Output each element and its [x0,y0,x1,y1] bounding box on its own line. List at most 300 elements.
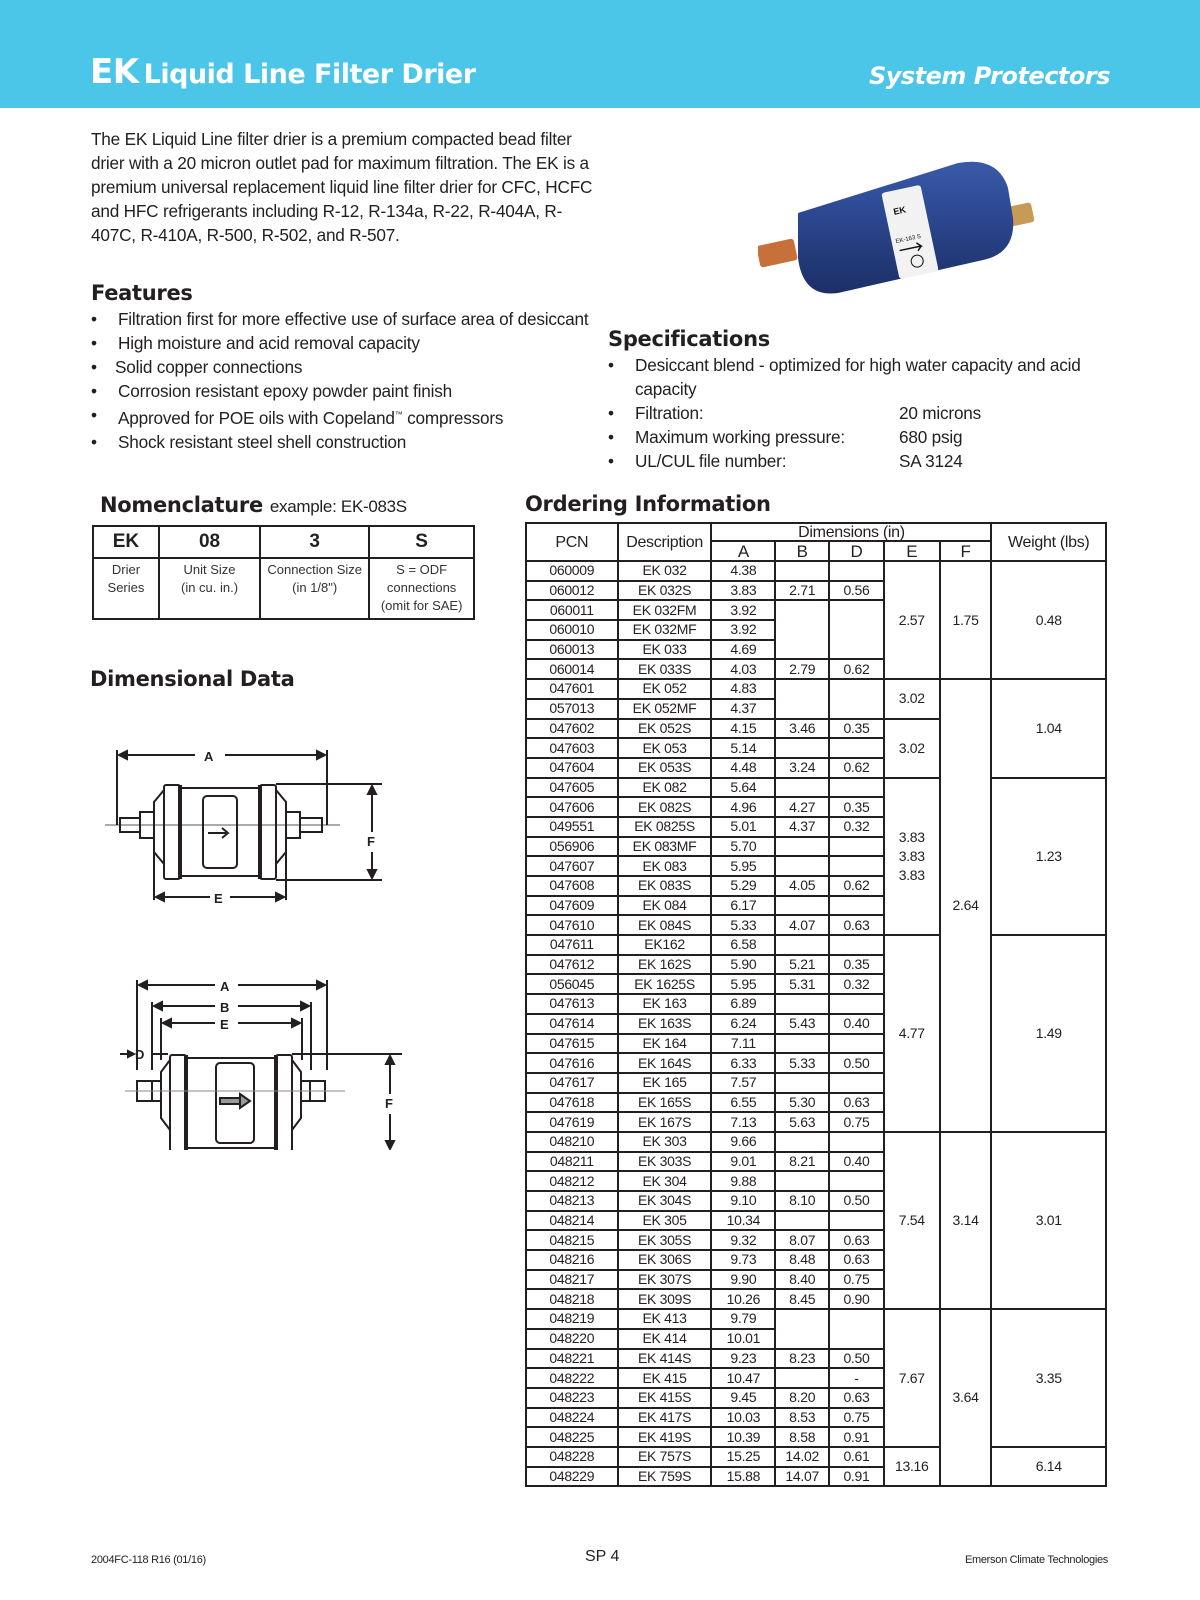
weight-cell: 1.49 [991,935,1106,1132]
description-cell: EK 033 [618,640,712,660]
description-cell: EK 307S [618,1270,712,1290]
product-photo [758,140,1048,300]
pcn-cell: 048217 [526,1270,618,1290]
description-cell: EK 413 [618,1309,712,1329]
dim-d-cell [829,1171,884,1191]
dim-e-value: 3.83 [898,828,925,845]
description-cell: EK 082S [618,797,712,817]
col-header-e: E [884,541,940,561]
dim-b-cell: 8.07 [775,1230,829,1250]
dim-a-cell: 5.01 [711,817,775,837]
dim-b-cell: 8.20 [775,1388,829,1408]
specifications-heading: Specifications [608,327,770,351]
dim-b-cell: 2.71 [775,581,829,601]
title-rest: Liquid Line Filter Drier [143,59,476,90]
dim-b-cell [775,856,829,876]
description-cell: EK 032 [618,561,712,581]
description-cell: EK 309S [618,1289,712,1309]
description-cell: EK 032MF [618,620,712,640]
nomenclature-desc-row [93,558,474,619]
pcn-cell: 048211 [526,1152,618,1172]
description-cell: EK 305S [618,1230,712,1250]
dim-e-cell: 4.77 [884,935,940,1132]
spec-label: • Filtration: [635,403,704,423]
dim-d-cell [829,896,884,916]
feature-item: • Shock resistant steel shell construction [91,430,591,454]
nomenclature-example: example: EK-083S [269,497,407,516]
pcn-cell: 047607 [526,856,618,876]
dim-d-cell [829,600,884,659]
spec-item [608,425,1088,449]
dim-d-cell [829,935,884,955]
dim-a-cell: 3.83 [711,581,775,601]
intro-paragraph: The EK Liquid Line filter drier is a premium compacted bead filter drier with a 20 micron outlet pad for maximum filtration. The EK is a premium universal replacement liquid line filter drier for CFC, HCFC and HFC refrigerants including R-12, R-134a, R-22, R-404A, R-407C, R-410A, R-500, R-502, and R-507. [91,129,593,245]
dim-a-cell: 6.58 [711,935,775,955]
nomenclature-codes-row [93,526,474,558]
pcn-cell: 047602 [526,719,618,739]
dim-b-cell [775,837,829,857]
description-cell: EK 164S [618,1053,712,1073]
pcn-cell: 048225 [526,1427,618,1447]
dim-a-cell: 3.92 [711,620,775,640]
pcn-cell: 047615 [526,1034,618,1054]
dim-b-cell: 5.43 [775,1014,829,1034]
table-row [526,1447,1106,1467]
dim-b-cell [775,1073,829,1093]
dim-a-cell: 9.73 [711,1250,775,1270]
document-code: 2004FC-118 R16 (01/16) [91,1554,206,1566]
dim-d-cell [829,856,884,876]
description-cell: EK 163 [618,994,712,1014]
dim-b-cell: 8.58 [775,1427,829,1447]
description-cell: EK 415 [618,1368,712,1388]
dim-b-cell: 4.37 [775,817,829,837]
dim-a-cell: 6.33 [711,1053,775,1073]
pcn-cell: 060011 [526,600,618,620]
pcn-cell: 060009 [526,561,618,581]
dim-e-cell: 3.02 [884,719,940,778]
dim-b-cell: 5.63 [775,1112,829,1132]
dim-e-cell: 3.02 [884,679,940,718]
description-cell: EK 083S [618,876,712,896]
dim-b-cell: 8.21 [775,1152,829,1172]
feature-item: • Corrosion resistant epoxy powder paint finish [91,379,591,403]
dim-a-cell: 5.29 [711,876,775,896]
dim-b-cell: 3.46 [775,719,829,739]
dim-d-cell: 0.35 [829,719,884,739]
dim-b-cell [775,1309,829,1348]
description-cell: EK 084S [618,915,712,935]
description-cell: EK 053S [618,758,712,778]
pcn-cell: 056906 [526,837,618,857]
page-title [90,52,476,92]
dim-a-cell: 10.34 [711,1211,775,1231]
description-cell: EK 0825S [618,817,712,837]
svg-text:A: A [220,979,230,994]
dim-a-cell: 10.26 [711,1289,775,1309]
description-cell: EK 033S [618,659,712,679]
filter-drier-body-icon [758,162,1035,294]
dim-a-cell: 4.38 [711,561,775,581]
dim-a-cell: 9.79 [711,1309,775,1329]
col-header-f: F [940,541,992,561]
dim-e-cell: 7.54 [884,1132,940,1309]
dim-b-cell: 8.53 [775,1408,829,1428]
dim-a-cell: 10.03 [711,1408,775,1428]
description-cell: EK 419S [618,1427,712,1447]
description-cell: EK 052S [618,719,712,739]
desc-cell: Unit Size (in cu. in.) [159,558,260,619]
description-cell: EK 052 [618,679,712,699]
pcn-cell: 048221 [526,1349,618,1369]
dim-d-cell: 0.63 [829,1388,884,1408]
dim-d-cell: 0.62 [829,758,884,778]
pcn-cell: 060013 [526,640,618,660]
dim-b-cell [775,1034,829,1054]
svg-text:A: A [204,749,214,764]
svg-text:EK-163 S: EK-163 S [895,233,922,246]
dim-a-cell: 5.95 [711,974,775,994]
svg-text:B: B [220,1000,230,1015]
pcn-cell: 048228 [526,1447,618,1467]
dim-a-cell: 4.48 [711,758,775,778]
description-cell: EK 305 [618,1211,712,1231]
dim-a-cell: 9.10 [711,1191,775,1211]
dim-f-cell: 3.64 [940,1309,992,1486]
description-cell: EK 304 [618,1171,712,1191]
dim-a-cell: 4.69 [711,640,775,660]
col-header-a: A [711,541,775,561]
company-name: Emerson Climate Technologies [964,1554,1108,1566]
dim-b-cell [775,994,829,1014]
feature-item: • Solid copper connections [91,355,591,379]
feature-item: • Filtration first for more effective use of surface area of desiccant [91,307,591,331]
description-cell: EK 415S [618,1388,712,1408]
dim-a-cell: 5.90 [711,955,775,975]
dim-e-cell: 2.57 [884,561,940,679]
dim-a-cell: 5.33 [711,915,775,935]
dim-d-cell: 0.63 [829,1093,884,1113]
table-row [526,1132,1106,1152]
dim-a-cell: 4.96 [711,797,775,817]
dim-d-cell: 0.50 [829,1191,884,1211]
dim-b-cell: 14.02 [775,1447,829,1467]
dim-a-cell: 5.14 [711,738,775,758]
pcn-cell: 060010 [526,620,618,640]
dim-d-cell: 0.50 [829,1349,884,1369]
flare-drier-diagram [100,740,400,915]
code-cell: 3 [260,526,369,558]
pcn-cell: 048212 [526,1171,618,1191]
svg-text:EK: EK [892,204,907,217]
dim-b-cell [775,600,829,659]
dim-a-cell: 4.83 [711,679,775,699]
dim-d-cell [829,1073,884,1093]
dim-a-cell: 3.92 [711,600,775,620]
dim-b-cell: 4.07 [775,915,829,935]
trademark-mark: ™ [394,410,403,419]
dim-e-value: 3.83 [898,866,925,883]
dim-b-cell: 5.31 [775,974,829,994]
dim-a-cell: 9.32 [711,1230,775,1250]
nomenclature-table [92,525,475,620]
dim-d-cell: 0.32 [829,974,884,994]
dim-b-cell: 2.79 [775,659,829,679]
svg-text:F: F [385,1096,393,1111]
dim-a-cell: 9.88 [711,1171,775,1191]
pcn-cell: 048210 [526,1132,618,1152]
dim-d-cell [829,561,884,581]
pcn-cell: 048223 [526,1388,618,1408]
description-cell: EK 304S [618,1191,712,1211]
dim-f-cell: 3.14 [940,1132,992,1309]
description-cell: EK162 [618,935,712,955]
dim-a-cell: 4.03 [711,659,775,679]
table-row [526,935,1106,955]
dim-a-cell: 5.70 [711,837,775,857]
dim-d-cell: 0.56 [829,581,884,601]
pcn-cell: 047603 [526,738,618,758]
description-cell: EK 165S [618,1093,712,1113]
description-cell: EK 414S [618,1349,712,1369]
svg-text:E: E [214,891,223,906]
pcn-cell: 047613 [526,994,618,1014]
feature-text: Approved for POE oils with Copeland [118,408,395,428]
dim-d-cell: 0.62 [829,876,884,896]
dim-d-cell: 0.35 [829,797,884,817]
pcn-cell: 056045 [526,974,618,994]
specifications-section [608,327,1088,473]
weight-cell: 3.01 [991,1132,1106,1309]
dim-b-cell [775,778,829,798]
spec-value: 680 psig [899,427,963,447]
dim-b-cell [775,679,829,718]
description-cell: EK 167S [618,1112,712,1132]
pcn-cell: 047614 [526,1014,618,1034]
dim-d-cell: 0.91 [829,1427,884,1447]
description-cell: EK 303S [618,1152,712,1172]
pcn-cell: 048219 [526,1309,618,1329]
pcn-cell: 048218 [526,1289,618,1309]
dim-b-cell [775,1132,829,1152]
title-prefix: EK [90,52,139,92]
pcn-cell: 047611 [526,935,618,955]
dim-a-cell: 6.24 [711,1014,775,1034]
specifications-list [608,353,1088,473]
dim-d-cell [829,837,884,857]
dim-a-cell: 9.01 [711,1152,775,1172]
dim-f-cell: 2.64 [940,679,992,1132]
pcn-cell: 047616 [526,1053,618,1073]
description-cell: EK 303 [618,1132,712,1152]
dim-a-cell: 15.25 [711,1447,775,1467]
dim-a-cell: 4.15 [711,719,775,739]
dim-d-cell [829,1132,884,1152]
nomenclature-heading [100,493,407,517]
dim-b-cell [775,1171,829,1191]
dim-b-cell: 3.24 [775,758,829,778]
description-cell: EK 164 [618,1034,712,1054]
dim-d-cell [829,1309,884,1348]
spec-item [608,353,1088,401]
dim-a-cell: 9.45 [711,1388,775,1408]
dim-d-cell: 0.75 [829,1270,884,1290]
dim-d-cell: 0.35 [829,955,884,975]
dim-a-cell: 7.11 [711,1034,775,1054]
dim-d-cell: 0.63 [829,915,884,935]
dimensional-data-heading: Dimensional Data [90,667,295,691]
description-cell: EK 759S [618,1467,712,1487]
dim-d-cell [829,1034,884,1054]
spec-item [608,401,1088,425]
dim-a-cell: 5.64 [711,778,775,798]
dim-a-cell: 6.55 [711,1093,775,1113]
description-cell: EK 053 [618,738,712,758]
dim-e-value: 3.83 [898,847,925,864]
dim-b-cell [775,935,829,955]
dim-d-cell: 0.63 [829,1230,884,1250]
col-header-description: Description [618,523,712,561]
svg-text:F: F [367,834,375,849]
description-cell: EK 165 [618,1073,712,1093]
dim-d-cell [829,679,884,718]
pcn-cell: 048215 [526,1230,618,1250]
pcn-cell: 047601 [526,679,618,699]
dim-d-cell: 0.91 [829,1467,884,1487]
description-cell: EK 306S [618,1250,712,1270]
dim-f-cell: 1.75 [940,561,992,679]
nomenclature-title: Nomenclature [100,493,263,517]
weight-cell: 3.35 [991,1309,1106,1447]
table-row [526,778,1106,798]
dim-e-cell: 13.16 [884,1447,940,1486]
feature-item [91,403,591,430]
dim-b-cell: 8.40 [775,1270,829,1290]
description-cell: EK 417S [618,1408,712,1428]
table-row [526,561,1106,581]
weight-cell: 1.04 [991,679,1106,777]
pcn-cell: 047604 [526,758,618,778]
col-header-d: D [829,541,884,561]
dim-b-cell [775,561,829,581]
table-row [526,1309,1106,1329]
dim-a-cell: 10.01 [711,1329,775,1349]
col-header-weight: Weight (lbs) [991,523,1106,561]
pcn-cell: 048214 [526,1211,618,1231]
spec-label: Desiccant blend - optimized for high water capacity and acid capacity [635,355,1081,399]
dim-d-cell [829,738,884,758]
spec-label: • Maximum working pressure: [635,427,845,447]
pcn-cell: 048216 [526,1250,618,1270]
description-cell: EK 032S [618,581,712,601]
dim-d-cell [829,994,884,1014]
dim-b-cell: 8.45 [775,1289,829,1309]
description-cell: EK 757S [618,1447,712,1467]
dim-a-cell: 6.89 [711,994,775,1014]
pcn-cell: 048213 [526,1191,618,1211]
dim-a-cell: 5.95 [711,856,775,876]
pcn-cell: 048222 [526,1368,618,1388]
description-cell: EK 082 [618,778,712,798]
pcn-cell: 048224 [526,1408,618,1428]
weight-cell: 6.14 [991,1447,1106,1486]
description-cell: EK 084 [618,896,712,916]
features-list [91,307,591,454]
features-section [91,281,591,454]
dim-d-cell: 0.75 [829,1408,884,1428]
description-cell: EK 162S [618,955,712,975]
col-header-pcn: PCN [526,523,618,561]
weight-cell: 1.23 [991,778,1106,936]
odf-drier-diagram [120,960,420,1150]
description-cell: EK 083MF [618,837,712,857]
code-cell: EK [93,526,159,558]
dim-d-cell [829,1211,884,1231]
dim-d-cell: - [829,1368,884,1388]
dim-a-cell: 4.37 [711,699,775,719]
dim-b-cell [775,1368,829,1388]
dim-b-cell [775,896,829,916]
table-header-row [526,523,1106,541]
pcn-cell: 048229 [526,1467,618,1487]
dim-a-cell: 10.39 [711,1427,775,1447]
dim-b-cell [775,1211,829,1231]
ordering-heading: Ordering Information [525,492,771,516]
pcn-cell: 047609 [526,896,618,916]
dim-b-cell: 4.05 [775,876,829,896]
pcn-cell: 047617 [526,1073,618,1093]
table-row [526,679,1106,699]
dim-d-cell: 0.63 [829,1250,884,1270]
dim-d-cell: 0.75 [829,1112,884,1132]
pcn-cell: 047619 [526,1112,618,1132]
pcn-cell: 047610 [526,915,618,935]
pcn-cell: 060014 [526,659,618,679]
dim-b-cell: 8.23 [775,1349,829,1369]
code-cell: 08 [159,526,260,558]
col-header-dimensions: Dimensions (in) [711,523,991,541]
ordering-table [525,522,1107,1487]
dim-a-cell: 15.88 [711,1467,775,1487]
dim-b-cell: 5.21 [775,955,829,975]
dim-b-cell: 5.30 [775,1093,829,1113]
dim-d-cell: 0.62 [829,659,884,679]
feature-text-suffix: compressors [402,408,504,428]
dim-a-cell: 10.47 [711,1368,775,1388]
dim-a-cell: 7.57 [711,1073,775,1093]
dim-d-cell: 0.50 [829,1053,884,1073]
dim-b-cell: 4.27 [775,797,829,817]
spec-item [608,449,1088,473]
pcn-cell: 060012 [526,581,618,601]
dim-d-cell [829,778,884,798]
feature-item: • High moisture and acid removal capacity [91,331,591,355]
dim-d-cell: 0.90 [829,1289,884,1309]
spec-value: 20 microns [899,403,982,423]
dim-a-cell: 6.17 [711,896,775,916]
pcn-cell: 048220 [526,1329,618,1349]
dim-d-cell: 0.32 [829,817,884,837]
dim-a-cell: 9.90 [711,1270,775,1290]
col-header-b: B [775,541,829,561]
desc-cell: Drier Series [93,558,159,619]
pcn-cell: 057013 [526,699,618,719]
dim-d-cell: 0.61 [829,1447,884,1467]
dim-d-cell: 0.40 [829,1014,884,1034]
ordering-table-body [526,561,1106,1486]
dim-a-cell: 9.23 [711,1349,775,1369]
features-heading: Features [91,281,193,305]
